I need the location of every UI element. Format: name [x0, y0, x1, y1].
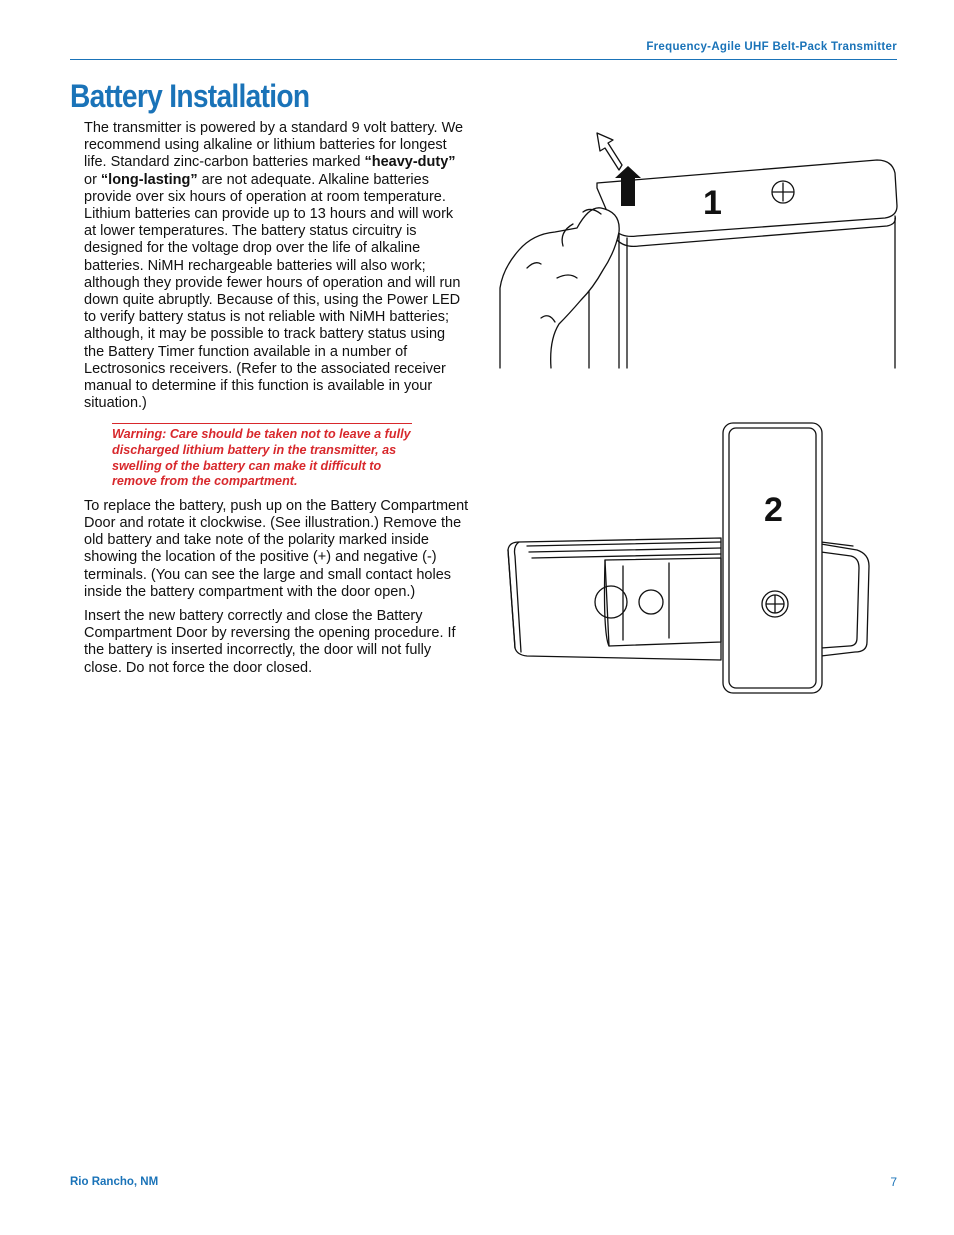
body-text-column: [84, 120, 469, 684]
figure-push-door: [497, 128, 901, 372]
figure-door-open: [505, 420, 875, 700]
figure-1-number: 1: [703, 184, 722, 222]
long-lasting-term: “long-lasting”: [100, 171, 198, 188]
heavy-duty-term: “heavy-duty”: [364, 154, 456, 171]
paragraph-replace-battery: To replace the battery, push up on the Battery Compartment Door and rotate it clockwise. (See illustration.) Remove the old battery and take note of the polarity marked inside showing the location of the positive (+) and negative (-) terminals. (You can see the large and small contact holes inside the battery compartment with the door open.): [84, 497, 469, 600]
figure-2-number: 2: [764, 491, 783, 529]
page-title: Battery Installation: [70, 78, 310, 114]
footer-location: Rio Rancho, NM: [70, 1176, 159, 1188]
header-rule: [70, 59, 897, 60]
running-header: Frequency-Agile UHF Belt-Pack Transmitter: [646, 41, 897, 53]
p1-text-a: The transmitter is powered by a standard 9 volt battery. We recommend using alkaline or lithium batteries for longest life. Standard zinc-carbon batteries marked: [84, 120, 464, 171]
paragraph-insert-battery: Insert the new battery correctly and close the Battery Compartment Door by reversing the opening procedure. If the battery is inserted incorrectly, the door will not fully close. Do not force the door closed.: [84, 608, 456, 676]
page-number: 7: [890, 1175, 897, 1189]
paragraph-battery-types: [84, 120, 469, 412]
p1-text-or: or: [84, 171, 101, 188]
p1-text-b: are not adequate. Alkaline batteries provide over six hours of operation at room temperature. Lithium batteries can provide up to 13 hours and will work at lower temperatures. The battery status circuitry is designed for the voltage drop over the life of alkaline batteries. NiMH rechargeable batteries will also work; although they provide fewer hours of operation and will run down quite abruptly. Because of this, using the Power LED to verify battery status is not reliable with NiMH batteries; although, it may be possible to track battery status using the Battery Timer function available in a number of Lectrosonics receivers. (Refer to the associated receiver manual to determine if this function is available in your situation.): [84, 171, 461, 412]
warning-note: Warning: Care should be taken not to leave a fully discharged lithium battery in the transmitter, as swelling of the battery can make it difficult to remove from the compartment.: [112, 423, 412, 489]
